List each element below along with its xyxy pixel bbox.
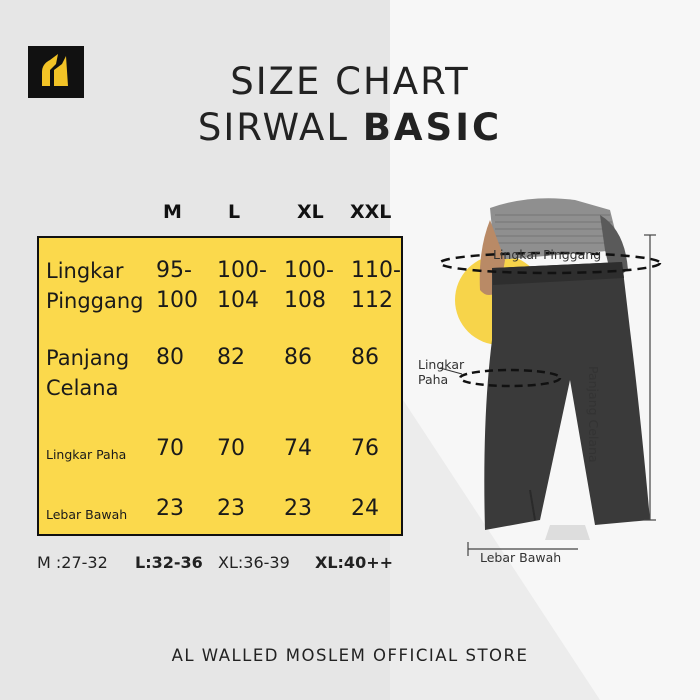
hem-label: Lebar Bawah [480,550,562,565]
table-cell: 100- 108 [284,258,334,313]
table-cell: 70 [217,436,245,461]
table-cell: 76 [351,436,379,461]
page-subtitle: SIRWAL BASIC [197,106,503,149]
table-cell: 70 [156,436,184,461]
column-header-xl: XL [297,201,324,223]
size-code-xxl: XL:40++ [315,553,394,572]
table-cell: 86 [284,345,312,370]
waist-label: Lingkar Pinggang [493,247,602,262]
table-cell: 23 [284,496,312,521]
length-label: Panjang Celana [586,366,601,463]
table-cell: 86 [351,345,379,370]
page-title: SIZE CHART [230,60,470,103]
column-header-l: L [228,201,241,223]
size-code-m: M :27-32 [37,553,108,572]
pants-diagram [400,190,700,630]
row-label-hem: Lebar Bawah [46,507,128,522]
store-name-footer: AL WALLED MOSLEM OFFICIAL STORE [171,646,529,665]
table-cell: 23 [156,496,184,521]
table-cell: 110- 112 [351,258,401,313]
size-table [37,236,403,536]
table-cell: 80 [156,345,184,370]
table-cell: 24 [351,496,379,521]
thigh-label: Lingkar Paha [418,357,465,387]
row-label-waist: Lingkar Pinggang [46,259,144,313]
table-cell: 82 [217,345,245,370]
table-cell: 95- 100 [156,258,198,313]
size-code-xl: XL:36-39 [218,553,290,572]
column-header-m: M [163,201,182,223]
column-header-xxl: XXL [350,201,392,223]
size-code-l: L:32-36 [135,553,203,572]
table-cell: 74 [284,436,312,461]
table-cell: 100- 104 [217,258,267,313]
table-cell: 23 [217,496,245,521]
row-label-length: Panjang Celana [46,346,130,400]
row-label-thigh: Lingkar Paha [46,447,127,462]
